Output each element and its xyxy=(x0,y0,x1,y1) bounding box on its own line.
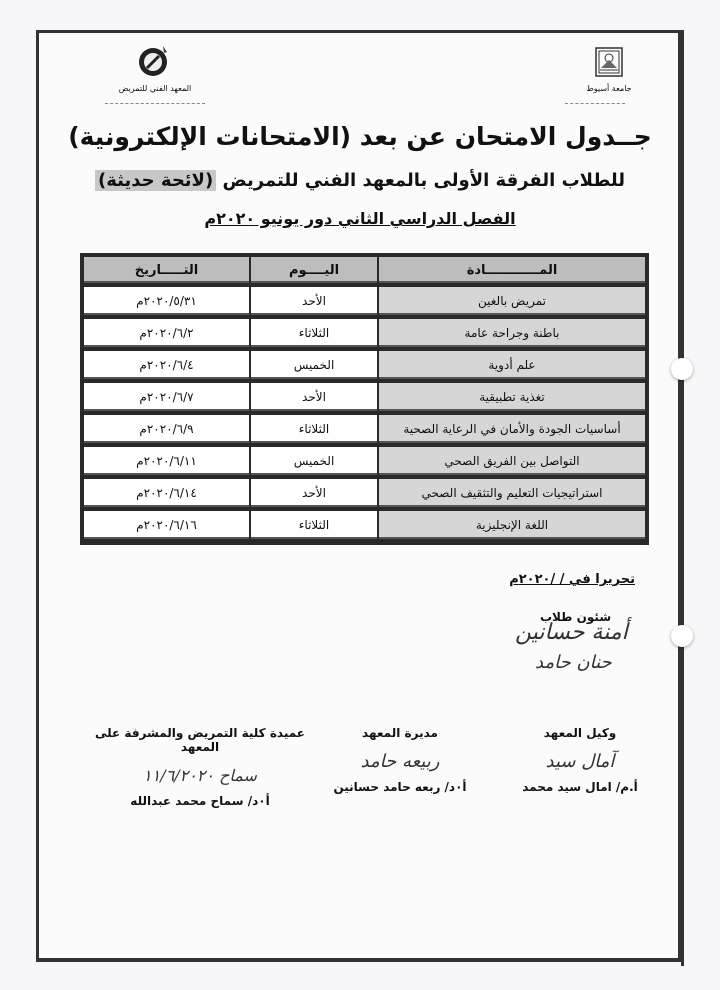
table-row xyxy=(83,286,646,318)
subject-cell: التواصل بين الفريق الصحي xyxy=(378,446,646,478)
date-cell: ٢٠٢٠/٦/٧م xyxy=(83,382,250,414)
signatory-name: أ٠د/ سماح محمد عبدالله xyxy=(130,794,270,808)
signatory-director xyxy=(310,726,490,794)
signatory-dean xyxy=(80,726,320,808)
institute-logo xyxy=(100,42,210,93)
date-cell: ٢٠٢٠/٦/١١م xyxy=(83,446,250,478)
signatory-vice-dean xyxy=(505,726,655,794)
table-row xyxy=(83,350,646,382)
header-subject: المــــــــــــادة xyxy=(378,256,646,286)
subject-cell: اللغة الإنجليزية xyxy=(378,510,646,542)
signatory-role: مديرة المعهد xyxy=(362,726,438,740)
day-cell: الأحد xyxy=(250,382,378,414)
exam-schedule-table xyxy=(80,253,649,545)
table-row xyxy=(83,446,646,478)
header-date: التـــــاريخ xyxy=(83,256,250,286)
subject-cell: تغذية تطبيقية xyxy=(378,382,646,414)
table-row xyxy=(83,510,646,542)
subject-cell: علم أدوية xyxy=(378,350,646,382)
binder-ring xyxy=(671,358,693,380)
date-cell: ٢٠٢٠/٦/١٦م xyxy=(83,510,250,542)
date-cell: ٢٠٢٠/٦/١٤م xyxy=(83,478,250,510)
signatory-name: أ٠د/ ربعه حامد حسانين xyxy=(333,780,467,794)
signature: سماح ١١/٦/٢٠٢٠ xyxy=(143,766,257,785)
date-cell: ٢٠٢٠/٦/٢م xyxy=(83,318,250,350)
divider xyxy=(105,103,205,104)
signatory-name: أ.م/ امال سيد محمد xyxy=(522,780,638,794)
header-day: اليــــوم xyxy=(250,256,378,286)
table-header-row xyxy=(83,256,646,286)
date-cell: ٢٠٢٠/٦/٩م xyxy=(83,414,250,446)
binder-ring xyxy=(671,625,693,647)
signature: آمال سيد xyxy=(545,751,615,772)
date-cell: ٢٠٢٠/٦/٤م xyxy=(83,350,250,382)
table-row xyxy=(83,414,646,446)
table-row xyxy=(83,318,646,350)
table-row xyxy=(83,382,646,414)
term-line: الفصل الدراسي الثاني دور يونيو ٢٠٢٠م xyxy=(204,209,516,228)
signature: ربيعه حامد xyxy=(360,751,440,772)
day-cell: الأحد xyxy=(250,478,378,510)
day-cell: الثلاثاء xyxy=(250,510,378,542)
university-logo xyxy=(573,46,645,93)
subtitle-highlight: (لائحة حديثة) xyxy=(95,170,216,191)
page-title: جــدول الامتحان عن بعد (الامتحانات الإلكترونية) xyxy=(68,122,652,151)
university-logo-caption: جامعة أسيوط xyxy=(586,84,632,93)
subject-cell: باطنة وجراحة عامة xyxy=(378,318,646,350)
student-affairs-signature: أمنة حسانين xyxy=(515,620,628,645)
written-on-date: تحريرا في / /٢٠٢٠م xyxy=(509,572,635,587)
day-cell: الثلاثاء xyxy=(250,414,378,446)
student-affairs-signature: حنان حامد xyxy=(535,652,612,673)
subject-cell: تمريض بالغين xyxy=(378,286,646,318)
divider xyxy=(565,103,625,104)
student-affairs-label: شئون طلاب xyxy=(540,610,612,624)
date-cell: ٢٠٢٠/٥/٣١م xyxy=(83,286,250,318)
signatory-role: عميدة كلية التمريض والمشرفة على المعهد xyxy=(95,726,305,754)
table-row xyxy=(83,478,646,510)
university-emblem-icon xyxy=(594,46,624,78)
subtitle xyxy=(0,170,720,191)
day-cell: الثلاثاء xyxy=(250,318,378,350)
subject-cell: استراتيجيات التعليم والتثقيف الصحي xyxy=(378,478,646,510)
nursing-institute-emblem-icon xyxy=(135,42,175,78)
day-cell: الخميس xyxy=(250,350,378,382)
subject-cell: أساسيات الجودة والأمان في الرعاية الصحية xyxy=(378,414,646,446)
day-cell: الأحد xyxy=(250,286,378,318)
institute-logo-caption: المعهد الفني للتمريض xyxy=(118,84,192,93)
signatory-role: وكيل المعهد xyxy=(543,726,617,740)
day-cell: الخميس xyxy=(250,446,378,478)
subtitle-text: للطلاب الفرقة الأولى بالمعهد الفني للتمريض xyxy=(222,170,625,191)
